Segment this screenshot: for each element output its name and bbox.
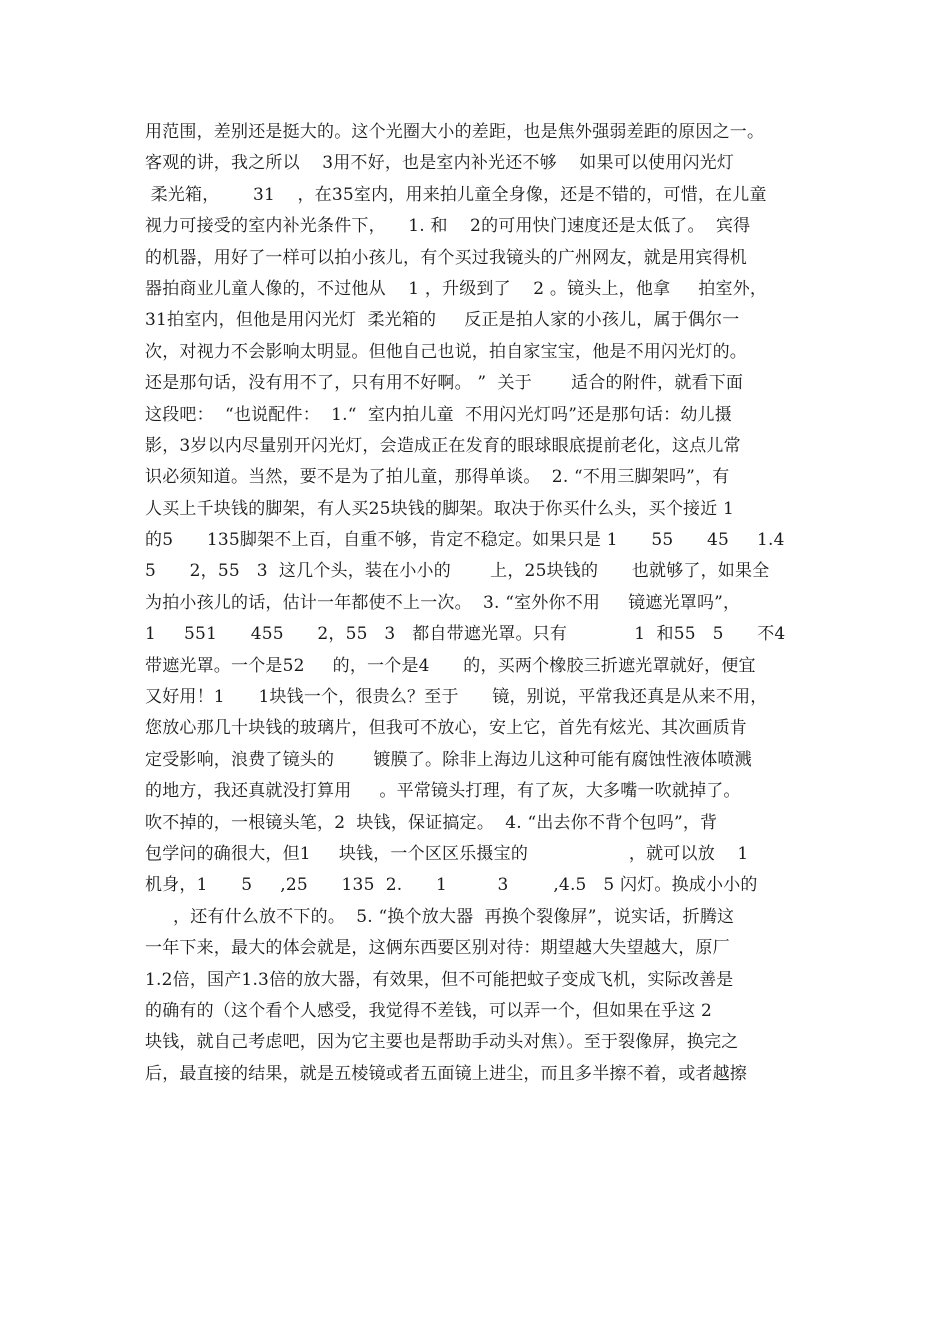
text-line: 5 2，55 3 这几个头，装在小小的 上，25块钱的 也就够了，如果全	[145, 561, 770, 582]
text-line: 为拍小孩儿的话，估计一年都使不上一次。 3. “室外你不用 镜遮光罩吗”，	[145, 592, 741, 613]
text-line: 机身，1 5 ,25 135 2. 1 3 ,4.5 5 闪灯。换成小小的	[145, 875, 758, 896]
text-line: 器拍商业儿童人像的，不过他从 1 ，升级到了 2 。镜头上，他拿 拍室外，	[145, 278, 768, 299]
text-line: 还是那句话，没有用不了，只有用不好啊。 ” 关于 适合的附件，就看下面	[145, 373, 744, 394]
text-line: 1 551 455 2，55 3 都自带遮光罩。只有 1 和55 5 不4	[145, 624, 786, 645]
text-line: 后，最直接的结果，就是五棱镜或者五面镜上进尘，而且多半擦不着，或者越擦	[145, 1063, 747, 1084]
text-line: 您放心那几十块钱的玻璃片，但我可不放心，安上它，首先有炫光、其次画质肯	[145, 718, 747, 739]
text-line: ，还有什么放不下的。 5. “换个放大器 再换个裂像屏”，说实话，折腾这	[145, 906, 735, 927]
text-line: 定受影响，浪费了镜头的 镀膜了。除非上海边儿这种可能有腐蚀性液体喷溅	[145, 749, 752, 770]
text-line: 的5 135脚架不上百，自重不够，肯定不稳定。如果只是 1 55 45 1.4	[145, 530, 785, 551]
text-line: 识必须知道。当然，要不是为了拍儿童，那得单谈。 2. “不用三脚架吗”，有	[145, 467, 730, 488]
text-line: 包学问的确很大，但1 块钱，一个区区乐摄宝的 ，就可以放 1	[145, 843, 749, 864]
text-line: 客观的讲，我之所以 3用不好，也是室内补光还不够 如果可以使用闪光灯	[145, 153, 735, 174]
text-line: 的确有的（这个看个人感受，我觉得不差钱，可以弄一个，但如果在乎这 2	[145, 1000, 713, 1021]
text-line: 视力可接受的室内补光条件下， 1. 和 2的可用快门速度还是太低了。 宾得	[145, 216, 751, 237]
text-line: 又好用！1 1块钱一个，很贵么？至于 镜，别说，平常我还真是从来不用，	[145, 687, 768, 708]
text-line: 次，对视力不会影响太明显。但他自己也说，拍自家宝宝，他是不用闪光灯的。	[145, 341, 747, 362]
text-line: 这段吧： “也说配件： 1.“ 室内拍儿童 不用闪光灯吗”还是那句话：幼儿摄	[145, 404, 732, 425]
text-line: 吹不掉的，一根镜头笔，2 块钱，保证搞定。 4. “出去你不背个包吗”，背	[145, 812, 718, 833]
text-line: 影，3岁以内尽量别开闪光灯，会造成正在发育的眼球眼底提前老化，这点儿常	[145, 435, 741, 456]
text-line: 的地方，我还真就没打算用 。平常镜头打理，有了灰，大多嘴一吹就掉了。	[145, 781, 741, 802]
text-line: 柔光箱， 31 ，在35室内，用来拍儿童全身像，还是不错的，可惜，在儿童	[145, 184, 767, 205]
text-line: 块钱，就自己考虑吧，因为它主要也是帮助手动头对焦）。至于裂像屏，换完之	[145, 1032, 739, 1053]
text-line: 用范围，差别还是挺大的。这个光圈大小的差距，也是焦外强弱差距的原因之一。	[145, 122, 765, 142]
text-line: 一年下来，最大的体会就是，这俩东西要区别对待：期望越大失望越大，原厂	[145, 938, 730, 959]
body-text	[145, 117, 815, 1090]
text-line: 的机器，用好了一样可以拍小孩儿，有个买过我镜头的广州网友，就是用宾得机	[145, 247, 747, 268]
text-line: 31拍室内，但他是用闪光灯 柔光箱的 反正是拍人家的小孩儿，属于偶尔一	[145, 310, 740, 331]
text-line: 人买上千块钱的脚架，有人买25块钱的脚架。取决于你买什么头，买个接近 1	[145, 498, 735, 519]
text-line: 带遮光罩。一个是52 的，一个是4 的，买两个橡胶三折遮光罩就好，便宜	[145, 655, 756, 676]
text-line: 1.2倍，国产1.3倍的放大器，有效果，但不可能把蚊子变成飞机，实际改善是	[145, 969, 734, 990]
